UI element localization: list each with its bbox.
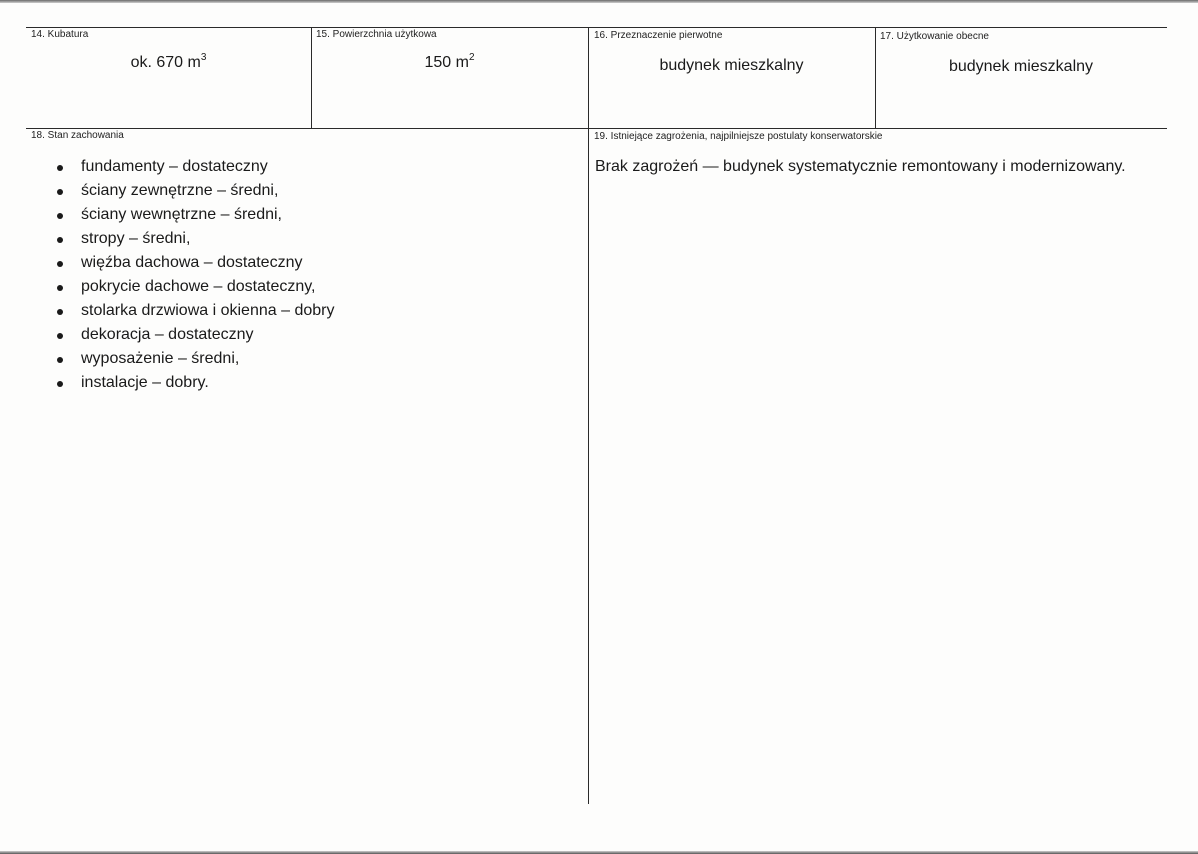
list-item-text: stropy – średni,	[81, 230, 191, 247]
field-17-label: 17. Użytkowanie obecne	[880, 31, 989, 42]
field-14-unit-sup: 3	[200, 52, 207, 63]
bullet-icon	[57, 285, 63, 291]
row-divider	[26, 128, 1167, 129]
col-divider-main	[588, 27, 589, 804]
list-item-text: instalacje – dobry.	[81, 374, 209, 391]
bullet-icon	[57, 381, 63, 387]
list-item	[54, 203, 334, 227]
bullet-icon	[57, 333, 63, 339]
list-item	[54, 323, 334, 347]
condition-list	[54, 155, 334, 395]
list-item-text: fundamenty – dostateczny	[81, 158, 268, 175]
field-14-value-text: ok. 670 m	[130, 54, 201, 71]
list-item-text: pokrycie dachowe – dostateczny,	[81, 278, 316, 295]
bullet-icon	[57, 357, 63, 363]
bullet-icon	[57, 261, 63, 267]
list-item-text: wyposażenie – średni,	[81, 350, 240, 367]
bullet-icon	[57, 165, 63, 171]
field-15-label: 15. Powierzchnia użytkowa	[316, 29, 437, 40]
field-15-unit-sup: 2	[468, 52, 475, 63]
list-item-text: więźba dachowa – dostateczny	[81, 254, 303, 271]
field-15-value	[311, 54, 588, 72]
field-14-label: 14. Kubatura	[31, 29, 89, 40]
top-border	[26, 27, 1167, 28]
list-item	[54, 227, 334, 251]
list-item-text: dekoracja – dostateczny	[81, 326, 254, 343]
col-divider-16-17	[875, 27, 876, 128]
list-item-text: ściany zewnętrzne – średni,	[81, 182, 279, 199]
bullet-icon	[57, 309, 63, 315]
bullet-icon	[57, 189, 63, 195]
list-item	[54, 251, 334, 275]
field-16-value: budynek mieszkalny	[659, 57, 804, 74]
list-item	[54, 347, 334, 371]
field-19-value: Brak zagrożeń — budynek systematycznie remontowany i modernizowany.	[595, 158, 1126, 175]
scan-edge-top	[0, 0, 1198, 3]
bullet-icon	[57, 237, 63, 243]
list-item-text: stolarka drzwiowa i okienna – dobry	[81, 302, 335, 319]
list-item-text: ściany wewnętrzne – średni,	[81, 206, 282, 223]
field-14-value	[26, 54, 311, 72]
field-18-label: 18. Stan zachowania	[31, 130, 124, 141]
list-item	[54, 371, 334, 395]
list-item	[54, 179, 334, 203]
col-divider-14-15	[311, 27, 312, 128]
field-17-value: budynek mieszkalny	[948, 58, 1094, 75]
list-item	[54, 275, 334, 299]
field-19-label: 19. Istniejące zagrożenia, najpilniejsze postulaty konserwatorskie	[594, 131, 883, 142]
field-16-label: 16. Przeznaczenie pierwotne	[594, 30, 723, 41]
field-15-value-text: 150 m	[424, 54, 469, 71]
list-item	[54, 299, 334, 323]
list-item	[54, 155, 334, 179]
bullet-icon	[57, 213, 63, 219]
